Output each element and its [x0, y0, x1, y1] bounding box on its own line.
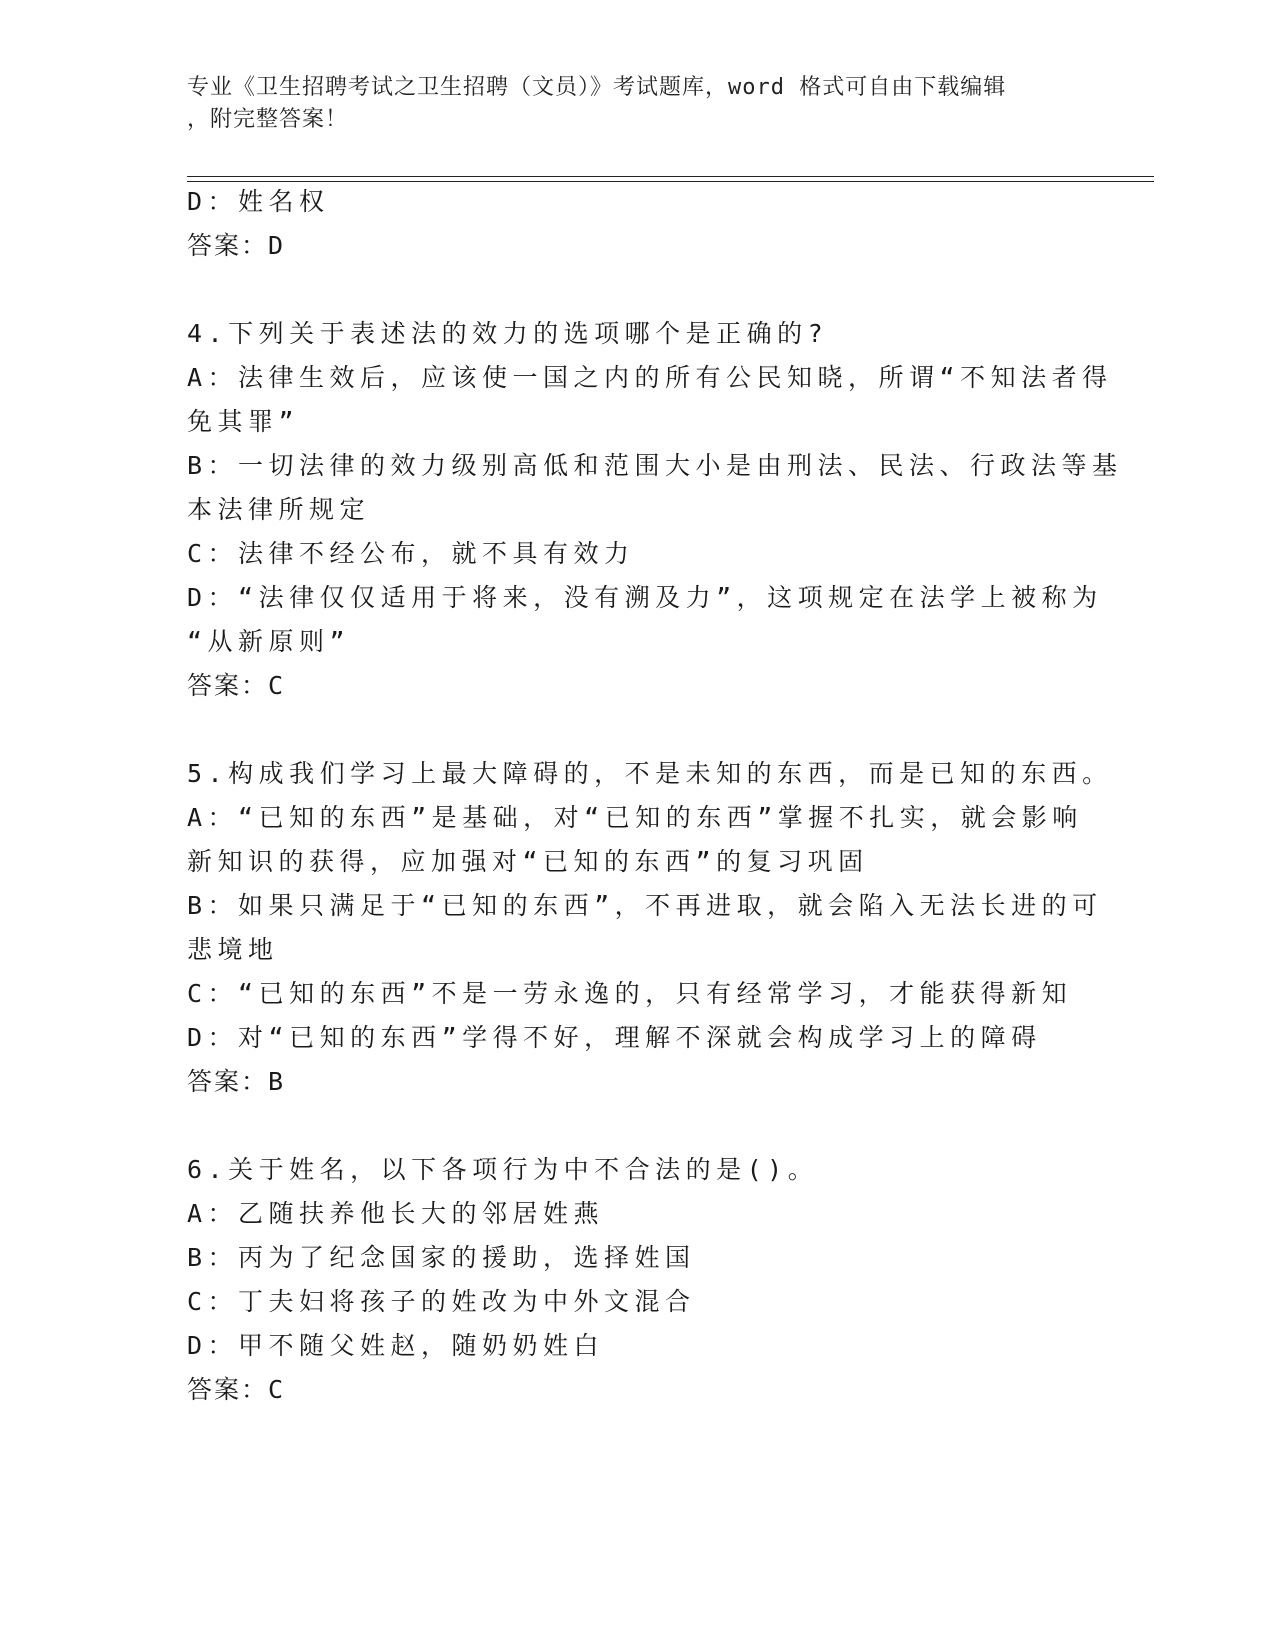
page-header [187, 72, 1087, 136]
question-4-option-c: C：法律不经公布，就不具有效力 [187, 539, 635, 568]
question-6-option-b: B：丙为了纪念国家的援助，选择姓国 [187, 1243, 696, 1272]
header-divider-bottom [187, 181, 1154, 182]
header-divider-top [187, 176, 1154, 177]
header-title-line-1: 专业《卫生招聘考试之卫生招聘（文员）》考试题库，word 格式可自由下载编辑 [187, 75, 1007, 100]
question-4-option-a-cont: 免其罪” [187, 407, 300, 436]
question-6-option-d: D：甲不随父姓赵，随奶奶姓白 [187, 1331, 605, 1360]
question-4-answer: 答案：C [187, 671, 286, 700]
question-5-answer: 答案：B [187, 1067, 286, 1096]
question-5-option-b-cont: 悲境地 [187, 935, 279, 964]
header-title-line-2: ，附完整答案！ [187, 107, 349, 132]
question-5-option-b: B：如果只满足于“已知的东西”，不再进取，就会陷入无法长进的可 [187, 891, 1103, 920]
question-5-option-c: C：“已知的东西”不是一劳永逸的，只有经常学习，才能获得新知 [187, 979, 1073, 1008]
question-4-option-b-cont: 本法律所规定 [187, 495, 371, 524]
prev-answer: 答案：D [187, 231, 286, 260]
prev-option-d: D：姓名权 [187, 187, 330, 216]
question-5-option-d: D：对“已知的东西”学得不好，理解不深就会构成学习上的障碍 [187, 1023, 1042, 1052]
question-4-stem: 4.下列关于表述法的效力的选项哪个是正确的? [187, 319, 829, 348]
question-6-answer: 答案：C [187, 1375, 286, 1404]
question-5-option-a-cont: 新知识的获得，应加强对“已知的东西”的复习巩固 [187, 847, 869, 876]
question-6-option-a: A：乙随扶养他长大的邻居姓燕 [187, 1199, 605, 1228]
question-4-option-d: D：“法律仅仅适用于将来，没有溯及力”，这项规定在法学上被称为 [187, 583, 1103, 612]
question-4-option-a: A：法律生效后，应该使一国之内的所有公民知晓，所谓“不知法者得 [187, 363, 1113, 392]
question-5-option-a: A：“已知的东西”是基础，对“已知的东西”掌握不扎实，就会影响 [187, 803, 1083, 832]
question-4-option-b: B：一切法律的效力级别高低和范围大小是由刑法、民法、行政法等基 [187, 451, 1123, 480]
question-6-option-c: C：丁夫妇将孩子的姓改为中外文混合 [187, 1287, 696, 1316]
question-6-stem: 6.关于姓名，以下各项行为中不合法的是()。 [187, 1155, 819, 1184]
question-5-stem: 5.构成我们学习上最大障碍的，不是未知的东西，而是已知的东西。 [187, 759, 1113, 788]
question-4-option-d-cont: “从新原则” [187, 627, 351, 656]
